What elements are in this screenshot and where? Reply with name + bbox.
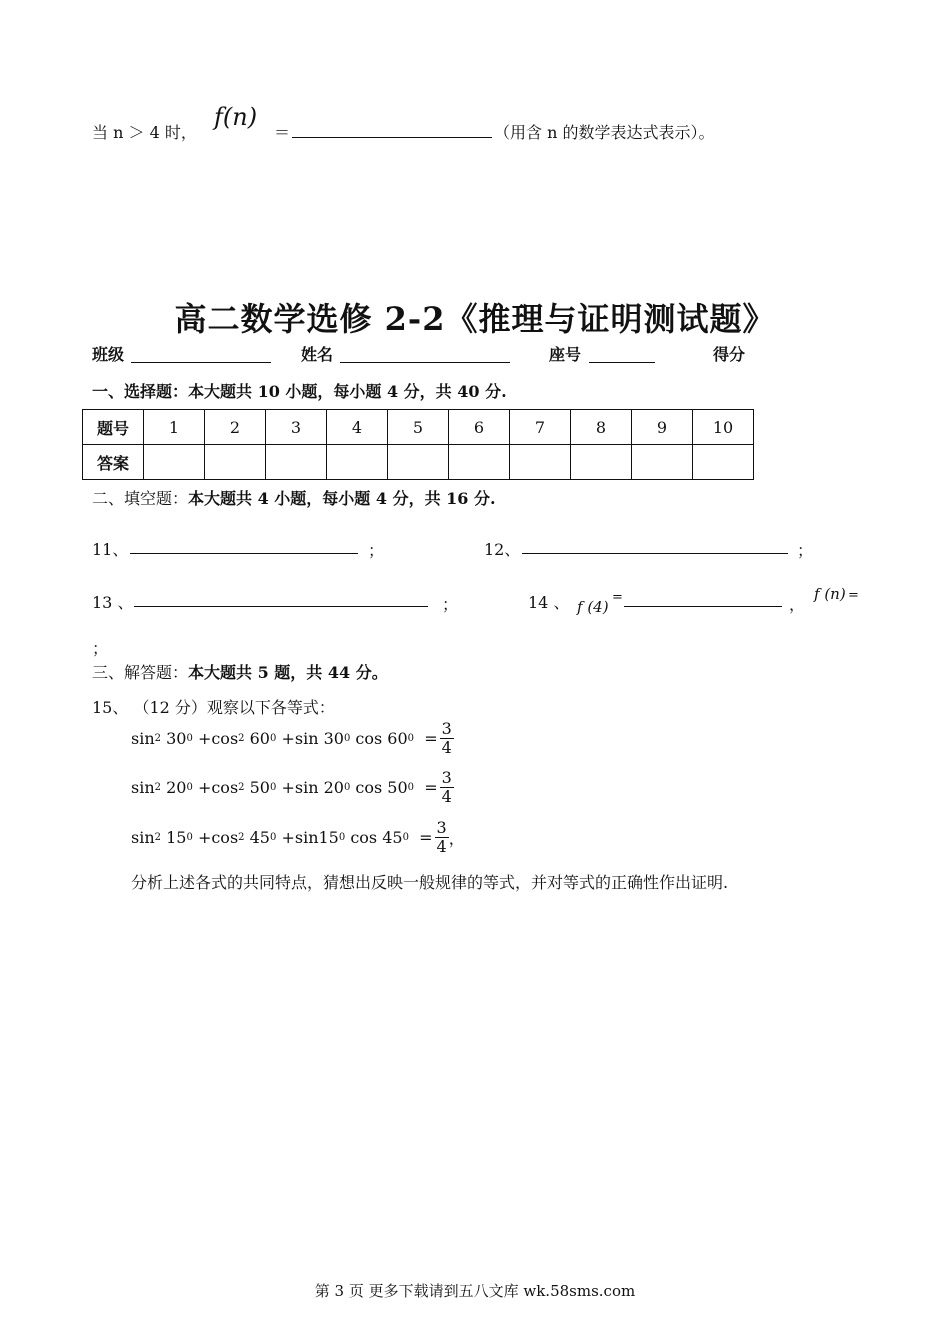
section3-bold: 本大题共 5 题，共 44 分。 (188, 663, 388, 682)
top-line-suffix: （用含 n 的数学表达式表示）。 (494, 123, 715, 142)
q13-label: 13 、 (92, 593, 134, 612)
table-row (83, 445, 754, 480)
answer-cell[interactable] (449, 445, 510, 480)
answer-cell[interactable] (327, 445, 388, 480)
eq2-num: 3 (441, 768, 452, 787)
eq2-angle1: 20 (166, 778, 187, 797)
class-label: 班级 (92, 345, 125, 364)
q14-eq: = (612, 590, 623, 605)
eq1-cos: +cos (197, 729, 239, 748)
q14-semicolon: ； (92, 639, 109, 658)
eq2-deg1: 0 (186, 782, 193, 793)
eq1-den: 4 (441, 738, 452, 757)
q14-comma: ， (789, 595, 806, 614)
eq2-sq: 2 (154, 782, 162, 793)
eq2-equals: = (424, 778, 438, 797)
eq1-cosprod: cos 60 (355, 729, 408, 748)
top-line-blank[interactable] (292, 137, 492, 138)
q11-blank[interactable] (130, 553, 358, 554)
eq3-deg2: 0 (269, 832, 277, 843)
eq3-angle1: 15 (166, 828, 187, 847)
table-cell-number: 2 (205, 410, 266, 445)
table-cell-number: 9 (632, 410, 693, 445)
table-cell-number: 4 (327, 410, 388, 445)
eq2-angle2: 50 (249, 778, 270, 797)
answer-cell[interactable] (571, 445, 632, 480)
table-header-number: 题号 (83, 410, 144, 445)
eq1-sq2: 2 (238, 733, 245, 744)
score-label: 得分 (713, 345, 746, 364)
q12-label: 12、 (484, 540, 521, 559)
eq3-sq: 2 (154, 832, 162, 843)
eq2-deg4: 0 (407, 782, 415, 793)
eq3-cosprod: cos 45 (350, 828, 403, 847)
eq1-sinprod: +sin 30 (281, 729, 344, 748)
answer-cell[interactable] (388, 445, 449, 480)
top-line-prefix: 当 n ＞ 4 时， (92, 123, 197, 142)
table-header-answer: 答案 (83, 445, 144, 480)
q13-blank[interactable] (134, 606, 428, 607)
top-line-func: f(n) (214, 103, 258, 131)
table-cell-number: 5 (388, 410, 449, 445)
top-line-equals: ＝ (274, 123, 291, 142)
q11-label: 11、 (92, 540, 129, 559)
eq2-cos: +cos (197, 778, 239, 797)
answer-cell[interactable] (693, 445, 754, 480)
eq1-deg3: 0 (343, 733, 351, 744)
eq1-num: 3 (441, 719, 452, 738)
equation-1 (131, 720, 454, 757)
section2-prefix: 二、填空题： (92, 489, 189, 508)
seat-label: 座号 (549, 345, 582, 364)
table-cell-number: 8 (571, 410, 632, 445)
eq2-deg3: 0 (343, 782, 351, 793)
eq3-num: 3 (436, 818, 447, 837)
answer-table (82, 409, 754, 480)
answer-cell[interactable] (510, 445, 571, 480)
table-cell-number: 7 (510, 410, 571, 445)
name-label: 姓名 (301, 345, 334, 364)
q12-semicolon: ； (797, 541, 814, 560)
equation-2 (131, 769, 454, 806)
q11-semicolon: ； (368, 541, 385, 560)
page-footer: 第 3 页 更多下载请到五八文库 wk.58sms.com (314, 1282, 636, 1300)
q15-intro: 15、 （12 分）观察以下各等式： (92, 698, 335, 717)
section2-bold: 本大题共 4 小题，每小题 4 分，共 16 分. (188, 489, 496, 508)
eq3-deg1: 0 (186, 832, 193, 843)
table-cell-number: 3 (266, 410, 327, 445)
section1-title: 一、选择题：本大题共 10 小题，每小题 4 分，共 40 分. (92, 382, 507, 401)
eq1-angle1: 30 (166, 729, 187, 748)
section2-title (92, 486, 496, 509)
equation-3 (131, 819, 465, 856)
eq3-sin: sin (131, 828, 155, 847)
eq2-sinprod: +sin 20 (281, 778, 344, 797)
seat-field[interactable] (589, 362, 655, 363)
eq2-fraction (440, 769, 454, 806)
q15-task: 分析上述各式的共同特点，猜想出反映一般规律的等式，并对等式的正确性作出证明. (131, 873, 729, 892)
eq3-comma: ， (448, 829, 465, 848)
eq2-sin: sin (131, 778, 155, 797)
table-cell-number: 1 (144, 410, 205, 445)
eq1-sin: sin (131, 729, 155, 748)
q12-blank[interactable] (522, 553, 788, 554)
eq2-den: 4 (441, 787, 452, 806)
eq3-fraction (435, 819, 449, 856)
page-title: 高二数学选修 2-2《推理与证明测试题》 (174, 300, 776, 338)
eq2-sq2: 2 (238, 782, 245, 793)
q14-f4: f (4) (577, 598, 609, 616)
class-field[interactable] (131, 362, 271, 363)
eq1-sq: 2 (154, 733, 162, 744)
eq1-deg2: 0 (269, 733, 277, 744)
q14-fn: f (n) (814, 585, 846, 603)
section3-title (92, 660, 388, 683)
eq3-sq2: 2 (238, 832, 245, 843)
answer-cell[interactable] (266, 445, 327, 480)
eq3-deg4: 0 (402, 832, 409, 843)
eq1-equals: = (424, 729, 438, 748)
eq3-cos: +cos (197, 828, 239, 847)
table-row (83, 410, 754, 445)
table-cell-number: 10 (693, 410, 754, 445)
eq3-angle2: 45 (249, 828, 270, 847)
eq1-fraction (440, 720, 454, 757)
eq1-deg1: 0 (186, 733, 193, 744)
name-field[interactable] (340, 362, 510, 363)
eq2-deg2: 0 (269, 782, 277, 793)
eq1-deg4: 0 (407, 733, 415, 744)
table-cell-number: 6 (449, 410, 510, 445)
eq3-equals: = (419, 828, 433, 847)
answer-cell[interactable] (205, 445, 266, 480)
eq3-sinprod: +sin15 (281, 828, 339, 847)
eq3-deg3: 0 (338, 832, 346, 843)
answer-cell[interactable] (144, 445, 205, 480)
eq1-angle2: 60 (249, 729, 270, 748)
q14-label: 14 、 (528, 593, 570, 612)
answer-cell[interactable] (632, 445, 693, 480)
q13-semicolon: ； (442, 595, 459, 614)
top-line (92, 120, 197, 143)
eq2-cosprod: cos 50 (355, 778, 408, 797)
eq3-den: 4 (436, 837, 447, 856)
q14-blank-f4[interactable] (624, 606, 782, 607)
q14-eq2: = (848, 588, 859, 603)
section3-prefix: 三、解答题： (92, 663, 189, 682)
